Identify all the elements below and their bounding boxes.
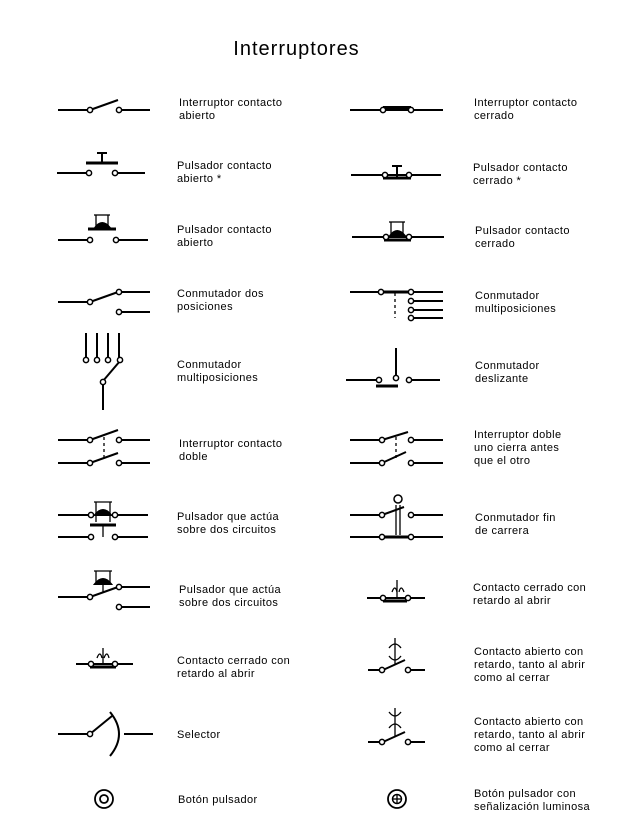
- label-pushbutton-open-mushroom: Pulsador contacto abierto: [177, 224, 272, 249]
- label-delay-open-contact-both-alt: Contacto abierto con retardo, tanto al abrir como al cerrar: [474, 716, 586, 754]
- label-pushbutton-two-circuits-changeover: Pulsador que actúa sobre dos circuitos: [179, 584, 281, 609]
- pushbutton-open-mushroom-icon: [58, 215, 148, 243]
- pushbutton-two-circuits-icon: [58, 502, 148, 540]
- delay-closed-contact-icon: [367, 580, 425, 601]
- label-open-contact-switch: Interruptor contacto abierto: [179, 97, 283, 122]
- delay-open-contact-both-icon: [368, 638, 425, 673]
- label-delay-closed-contact-left: Contacto cerrado con retardo al abrir: [177, 655, 291, 680]
- label-multiposition-switch: Conmutador multiposiciones: [475, 290, 557, 315]
- label-delay-closed-contact-right: Contacto cerrado con retardo al abrir: [473, 582, 587, 607]
- closed-contact-switch-icon: [350, 107, 443, 112]
- push-button-icon: [95, 790, 113, 808]
- open-contact-switch-icon: [58, 100, 150, 113]
- pushbutton-closed-icon: [351, 166, 441, 178]
- illuminated-push-button-icon: [388, 790, 406, 808]
- delay-closed-contact-icon: [76, 648, 133, 667]
- label-limit-switch: Conmutador fin de carrera: [475, 512, 556, 537]
- selector-icon: [58, 712, 153, 756]
- label-pushbutton-open: Pulsador contacto abierto *: [177, 160, 272, 185]
- double-switch-icon: [58, 430, 150, 466]
- label-double-switch: Interruptor contacto doble: [179, 438, 283, 463]
- pushbutton-open-icon: [57, 153, 145, 176]
- double-switch-staggered-icon: [350, 432, 443, 466]
- label-sliding-switch: Conmutador deslizante: [475, 360, 540, 385]
- label-double-switch-staggered: Interruptor doble uno cierra antes que el otro: [474, 429, 562, 467]
- sliding-switch-icon: [346, 348, 440, 386]
- pushbutton-two-circuits-changeover-icon: [58, 571, 150, 610]
- label-pushbutton-closed: Pulsador contacto cerrado *: [473, 162, 568, 187]
- label-illuminated-push-button: Botón pulsador con señalización luminosa: [474, 788, 591, 813]
- label-multiposition-vertical: Conmutador multiposiciones: [177, 359, 259, 384]
- label-two-position-switch: Conmutador dos posiciones: [177, 288, 264, 313]
- multiposition-switch-vertical-icon: [83, 333, 122, 410]
- label-delay-open-contact-both: Contacto abierto con retardo, tanto al abrir como al cerrar: [474, 646, 586, 684]
- label-selector: Selector: [177, 729, 221, 741]
- limit-switch-icon: [350, 495, 443, 540]
- label-push-button: Botón pulsador: [178, 794, 258, 806]
- multiposition-switch-icon: [350, 289, 443, 320]
- label-closed-contact-switch: Interruptor contacto cerrado: [474, 97, 578, 122]
- label-pushbutton-closed-mushroom: Pulsador contacto cerrado: [475, 225, 570, 250]
- label-pushbutton-two-circuits: Pulsador que actúa sobre dos circuitos: [177, 511, 279, 536]
- delay-open-contact-both-alt-icon: [368, 708, 425, 745]
- two-position-switch-icon: [58, 289, 150, 314]
- page-title: Interruptores: [233, 38, 360, 60]
- pushbutton-closed-mushroom-icon: [352, 222, 444, 240]
